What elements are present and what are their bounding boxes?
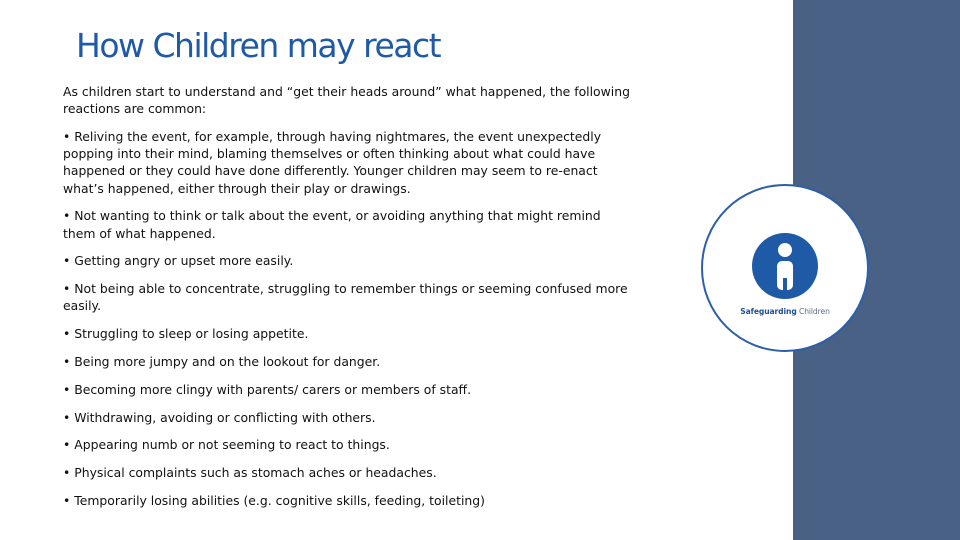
list-item [63, 464, 633, 481]
list-item-text: Appearing numb or not seeming to react to things. [74, 437, 390, 453]
list-item [63, 353, 633, 370]
list-item-text: Physical complaints such as stomach aches or headaches. [74, 465, 437, 481]
list-item [63, 381, 633, 398]
list-item [63, 436, 633, 453]
logo-wordmark [703, 307, 867, 316]
list-item [63, 128, 633, 197]
intro-paragraph: As children start to understand and “get their heads around” what happened, the following reactions are common: [63, 84, 630, 117]
list-item-text: Withdrawing, avoiding or conflicting with others. [74, 409, 376, 425]
slide-title: How Children may react [76, 26, 441, 65]
person-figure-icon [751, 232, 819, 300]
list-item-text: Becoming more clingy with parents/ carers or members of staff. [74, 381, 472, 397]
slide-body [63, 83, 633, 520]
list-item-text: Reliving the event, for example, through having nightmares, the event unexpectedly popping into their mind, blaming themselves or often thinking about what could have happened or they could have done differently. Younger children may seem to re-enact what’s happened, either through their play or drawings. [63, 129, 602, 196]
list-item-text: Being more jumpy and on the lookout for danger. [74, 354, 381, 369]
logo-text-strong: Safeguarding [740, 307, 797, 316]
list-item [63, 492, 633, 509]
list-item-text: Temporarily losing abilities (e.g. cognitive skills, feeding, toileting) [74, 492, 485, 508]
list-item-text: Not being able to concentrate, struggling to remember things or seeming confused more easily. [63, 281, 628, 314]
list-item [63, 409, 633, 426]
logo-text-light: Children [796, 307, 830, 316]
list-item [63, 252, 633, 269]
safeguarding-logo [701, 184, 869, 352]
list-item-text: Getting angry or upset more easily. [74, 253, 294, 269]
reaction-list [63, 128, 633, 509]
list-item [63, 325, 633, 342]
list-item [63, 207, 633, 241]
list-item [63, 280, 633, 314]
list-item-text: Struggling to sleep or losing appetite. [74, 326, 309, 342]
list-item-text: Not wanting to think or talk about the event, or avoiding anything that might remind them of what happened. [63, 208, 601, 241]
